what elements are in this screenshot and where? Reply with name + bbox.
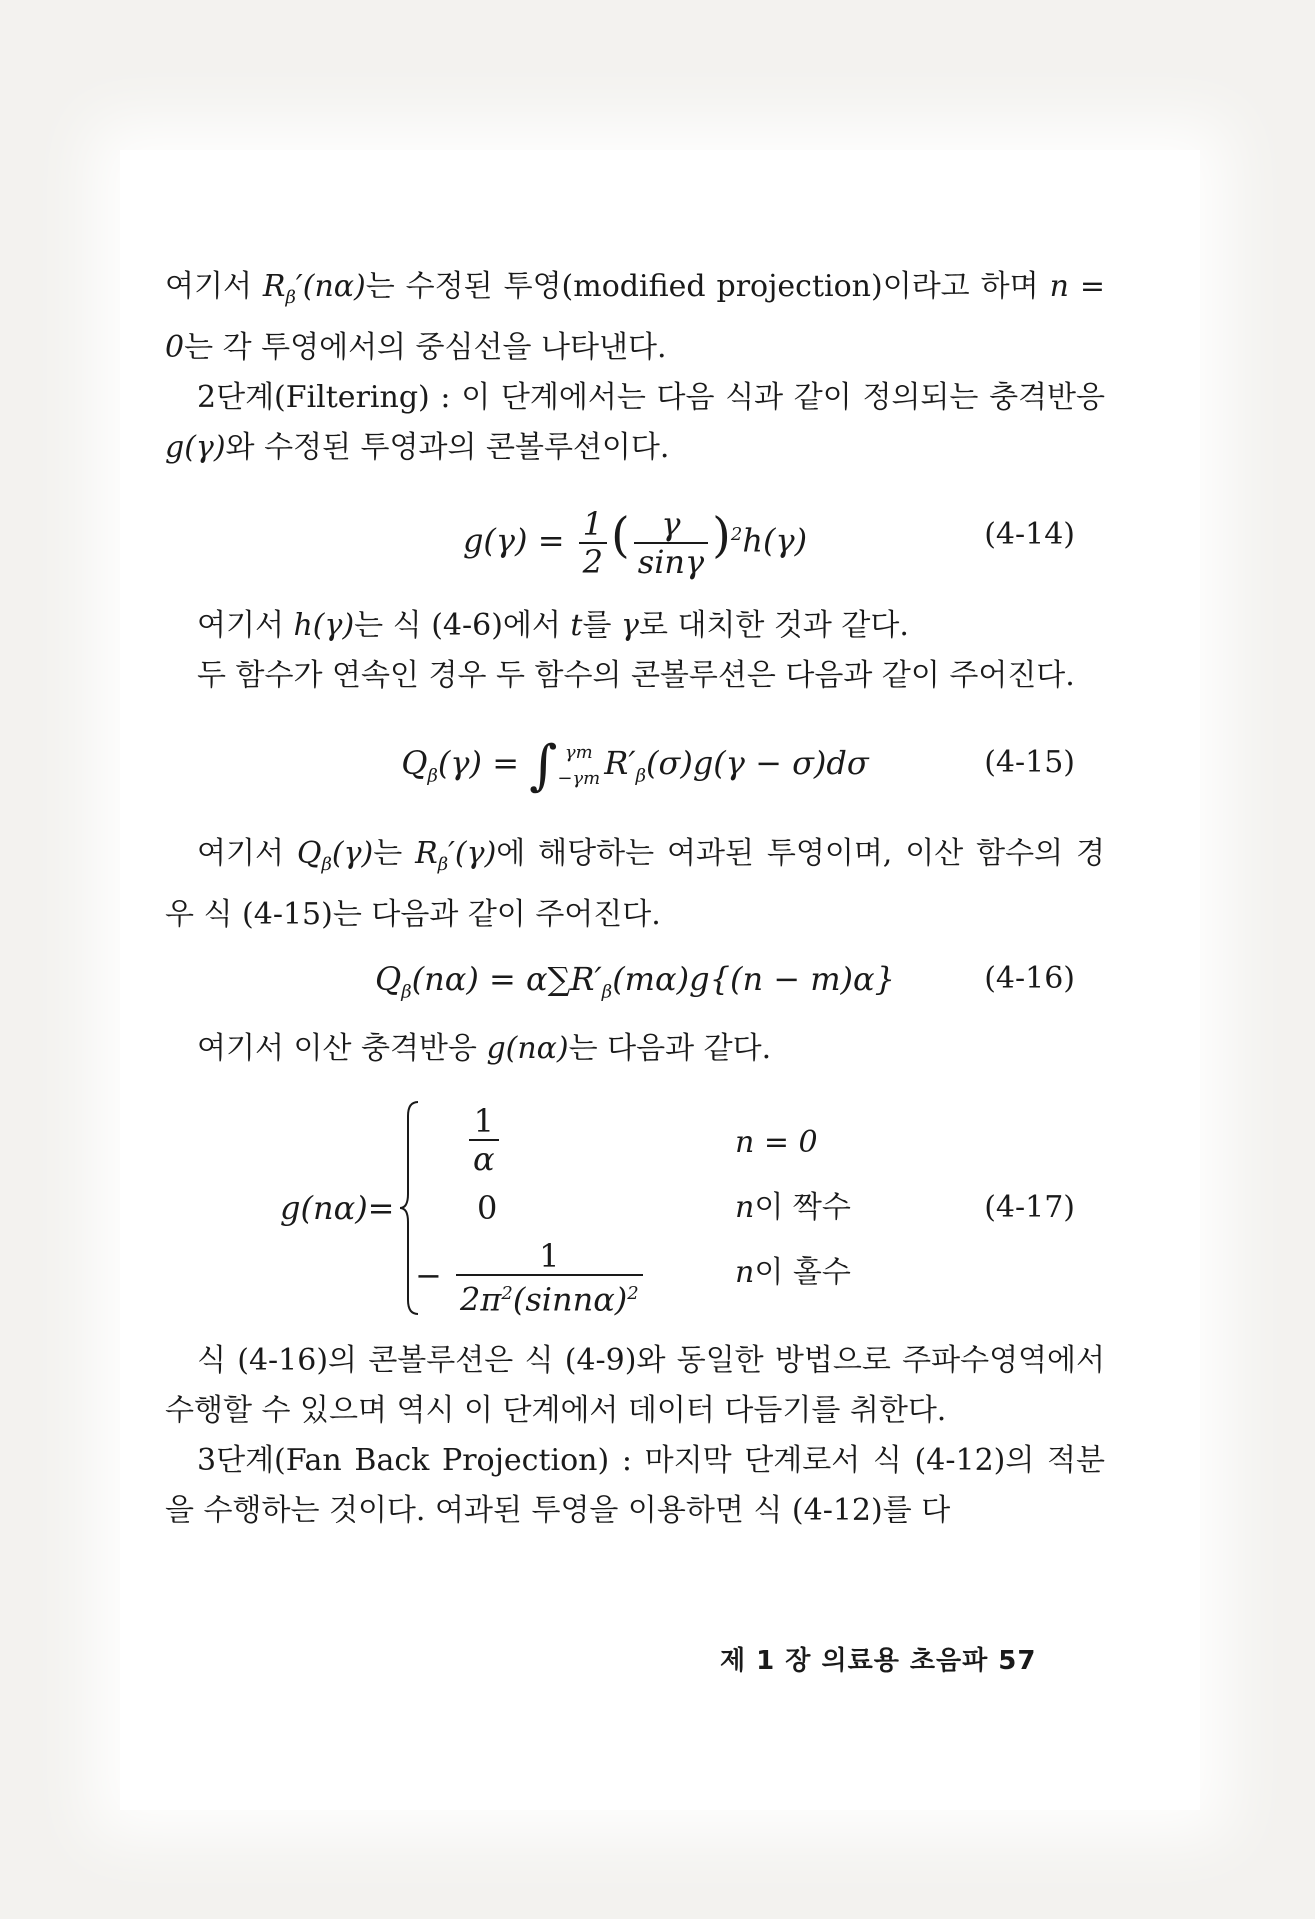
case-3-value — [415, 1238, 647, 1318]
lower-limit: −γm — [557, 767, 601, 789]
fraction-case3 — [456, 1238, 643, 1318]
numerator: 1 — [579, 506, 607, 544]
text: 식 (4-16)의 콘볼루션은 식 (4-9)와 동일한 방법으로 주파수영역에서 수행할 수 있으며 역시 이 단계에서 데이터 다듬기를 취한다. — [165, 1343, 1105, 1428]
text: 2π — [459, 1280, 502, 1319]
text: 로 대치한 것과 같다. — [638, 608, 909, 643]
fraction-one-over-alpha — [469, 1103, 499, 1177]
text: h(γ) — [742, 521, 808, 560]
paragraph-2 — [165, 373, 1105, 473]
symbol-gamma: γ — [621, 608, 639, 643]
text: g(γ) = — [462, 521, 575, 560]
case-3-condition — [735, 1243, 851, 1303]
numerator: γ — [634, 506, 708, 544]
paragraph-7 — [165, 1336, 1105, 1436]
text: (γ) = — [437, 744, 530, 782]
upper-limit: γm — [564, 741, 593, 763]
equation-4-15 — [165, 715, 1105, 811]
text: 2단계(Filtering) : 이 단계에서는 다음 식과 같이 정의되는 충격반응 — [197, 380, 1105, 415]
paragraph-5 — [165, 829, 1105, 940]
text: 는 식 (4-6)에서 — [354, 608, 571, 643]
text: 와 수정된 투영과의 콘볼루션이다. — [225, 430, 670, 465]
subscript: β — [427, 765, 438, 787]
symbol-q-beta — [296, 836, 374, 875]
symbol-n-zero: n = 0 — [165, 269, 1106, 365]
text: R — [415, 836, 438, 871]
fraction-half — [579, 506, 607, 580]
text: R′ — [604, 744, 636, 782]
text: 를 — [582, 608, 621, 643]
fraction-gamma-sin — [634, 506, 708, 580]
subscript: β — [635, 765, 646, 787]
page-footer: 제 1 장 의료용 초음파 57 — [720, 1646, 1037, 1676]
equation-4-16 — [165, 944, 1105, 1014]
exponent: 2 — [730, 524, 743, 545]
symbol-g-gamma: g(γ) — [165, 430, 226, 465]
paragraph-1 — [165, 262, 1105, 373]
text: 에 해당하는 여과된 투영이며, 이산 함수의 경우 식 (4-15)는 다음과 같이 주어진다. — [165, 836, 1105, 932]
text: 3단계(Fan Back Projection) : 마지막 단계로서 식 (4-12)의 적분을 수행하는 것이다. 여과된 투영을 이용하면 식 (4-12)를 다 — [165, 1443, 1105, 1528]
text: 이 홀수 — [754, 1255, 851, 1290]
text: (γ) — [331, 836, 374, 871]
equation-body — [165, 944, 1105, 1027]
text: ′(γ) — [448, 836, 497, 871]
denominator: 2 — [582, 543, 604, 582]
equation-number: (4-14) — [984, 517, 1075, 552]
subscript: β — [401, 981, 412, 1003]
symbol-h-gamma: h(γ) — [293, 608, 355, 643]
text: (mα)g{(n − m)α} — [612, 960, 895, 998]
text: Q — [401, 744, 428, 782]
equation-4-14 — [165, 487, 1105, 583]
denominator — [456, 1276, 643, 1318]
text: (sinnα) — [512, 1280, 628, 1319]
equation-number: (4-15) — [984, 745, 1075, 780]
symbol-g-n-alpha: g(nα) — [486, 1031, 569, 1066]
equation-body — [165, 487, 1105, 589]
case-1-condition: n = 0 — [735, 1125, 818, 1160]
equation-number: (4-17) — [984, 1190, 1075, 1225]
paragraph-6 — [165, 1024, 1105, 1074]
subscript: β — [601, 981, 613, 1003]
right-paren: ) — [712, 507, 731, 564]
symbol-n: n — [735, 1190, 755, 1225]
denominator: α — [473, 1140, 495, 1178]
denominator: sinγ — [637, 543, 705, 582]
text: (σ)g(γ − σ)dσ — [646, 744, 869, 782]
integral-sign: ∫ — [529, 733, 558, 797]
equation-4-17 — [165, 1098, 1105, 1318]
text: 는 다음과 같다. — [568, 1031, 772, 1066]
page-content — [165, 262, 1105, 1536]
subscript: β — [321, 854, 332, 875]
text: 는 각 투영에서의 중심선을 나타낸다. — [184, 330, 667, 365]
text: 는 수정된 투영(modified projection)이라고 하며 — [365, 269, 1039, 304]
text: ′(nα) — [295, 269, 366, 304]
symbol-n: n — [735, 1255, 755, 1290]
text: 여기서 — [197, 608, 294, 643]
text: 여기서 — [197, 836, 297, 871]
text: (nα) = α∑R′ — [411, 960, 602, 998]
case-2-condition — [735, 1178, 851, 1238]
text: 여기서 — [165, 269, 263, 304]
paragraph-8 — [165, 1436, 1105, 1536]
case-2-value: 0 — [477, 1189, 498, 1227]
equation-body — [165, 715, 1105, 824]
text: 두 함수가 연속인 경우 두 함수의 콘볼루션은 다음과 같이 주어진다. — [197, 658, 1075, 693]
text: 이 짝수 — [754, 1190, 851, 1225]
case-1-value — [465, 1103, 503, 1177]
symbol-r-beta — [415, 836, 497, 875]
equation-number: (4-16) — [984, 961, 1075, 996]
minus-sign: − — [415, 1256, 442, 1295]
text: R — [262, 269, 286, 304]
symbol-t: t — [570, 608, 583, 643]
symbol-r-beta — [262, 269, 366, 308]
numerator: 1 — [456, 1238, 643, 1276]
integral-limits — [557, 740, 600, 792]
subscript: β — [437, 854, 449, 875]
left-paren: ( — [611, 507, 630, 564]
exponent: 2 — [501, 1283, 513, 1304]
exponent: 2 — [627, 1283, 639, 1304]
paragraph-4 — [165, 651, 1105, 701]
equation-lhs: g(nα)= — [280, 1189, 395, 1227]
text: 는 — [373, 836, 416, 871]
text: Q — [374, 960, 402, 998]
text: Q — [296, 836, 322, 871]
paragraph-3 — [165, 601, 1105, 651]
numerator: 1 — [469, 1103, 499, 1141]
text: 여기서 이산 충격반응 — [197, 1031, 487, 1066]
subscript: β — [285, 287, 296, 308]
